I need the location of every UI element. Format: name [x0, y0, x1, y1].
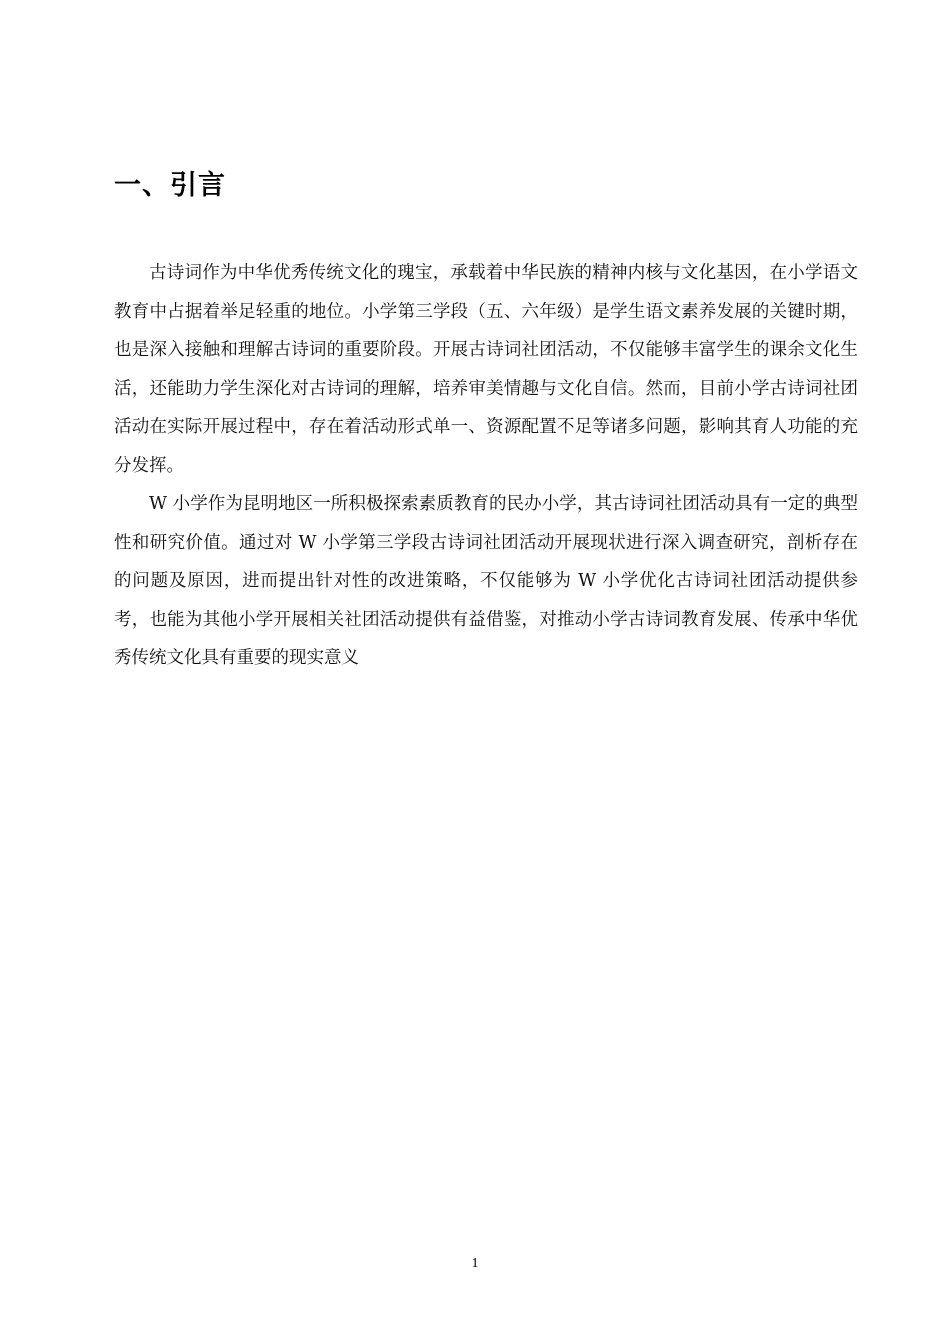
paragraph-1: 古诗词作为中华优秀传统文化的瑰宝，承载着中华民族的精神内核与文化基因，在小学语文教育中占据着举足轻重的地位。小学第三学段（五、六年级）是学生语文素养发展的关键时期，也是深入接触和理解古诗词的重要阶段。开展古诗词社团活动，不仅能够丰富学生的课余文化生活，还能助力学生深化对古诗词的理解，培养审美情趣与文化自信。然而，目前小学古诗词社团活动在实际开展过程中，存在着活动形式单一、资源配置不足等诸多问题，影响其育人功能的充分发挥。 — [114, 263, 858, 476]
paragraph-2: W 小学作为昆明地区一所积极探索素质教育的民办小学，其古诗词社团活动具有一定的典型性和研究价值。通过对 W 小学第三学段古诗词社团活动开展现状进行深入调查研究，剖析存在的问题及原因，进而提出针对性的改进策略，不仅能够为 W 小学优化古诗词社团活动提供参考，也能为其他小学开展相关社团活动提供有益借鉴，对推动小学古诗词教育发展、传承中华优秀传统文化具有重要的现实意义 — [114, 494, 858, 668]
page-number: 1 — [471, 1256, 479, 1271]
body-text — [114, 254, 858, 678]
section-heading: 一、引言 — [114, 170, 226, 201]
